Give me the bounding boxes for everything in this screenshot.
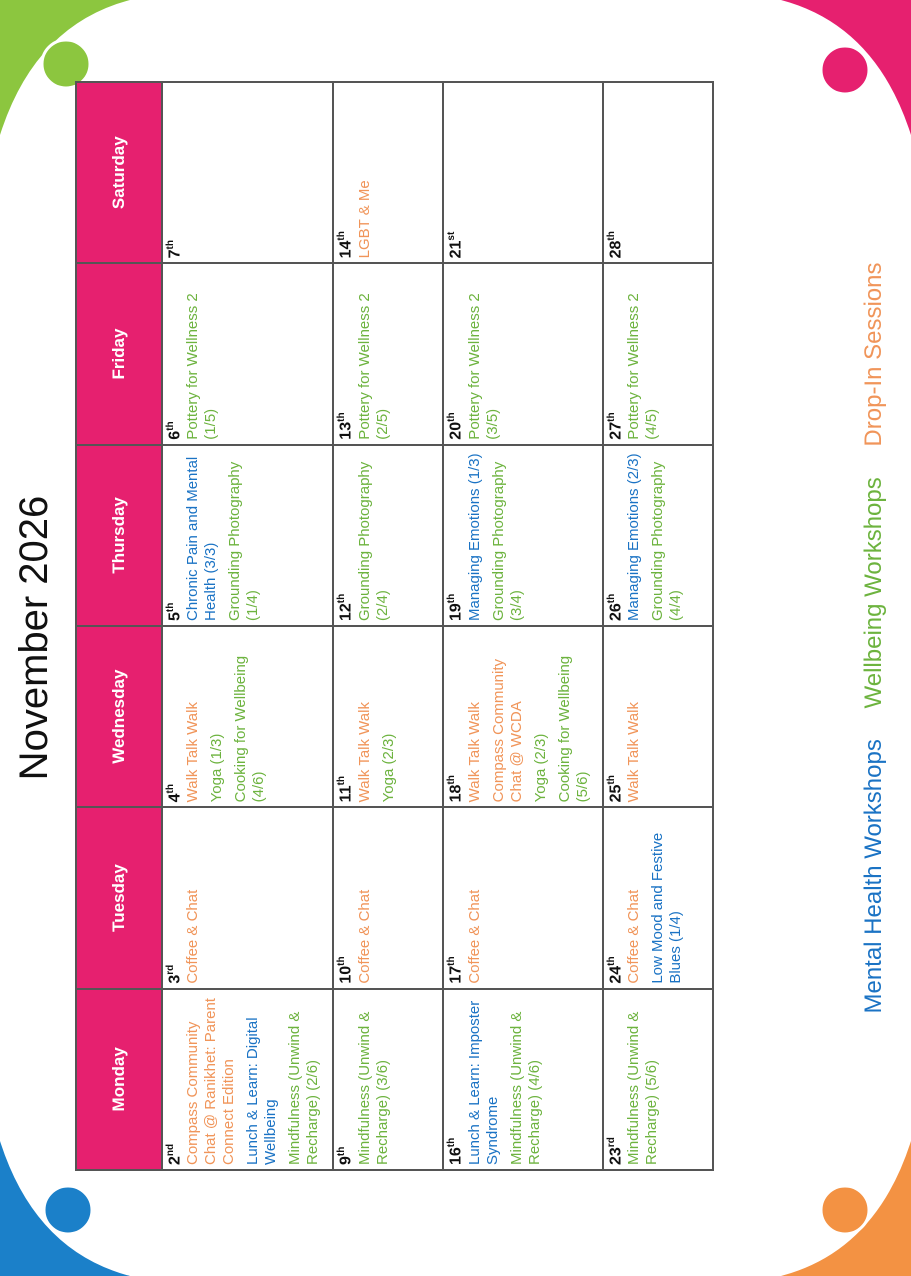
event-wellbeing: Grounding Photography (3/4)	[489, 461, 525, 622]
event-drop-in: Coffee & Chat	[465, 889, 483, 984]
event-wellbeing: Mindfulness (Unwind & Recharge) (2/6)	[286, 1011, 322, 1165]
event-drop-in: Coffee & Chat	[184, 889, 202, 984]
event-wellbeing: Yoga (2/3)	[379, 733, 397, 803]
event-wellbeing: Pottery for Wellness 2 (1/5)	[184, 293, 220, 440]
event-wellbeing: Yoga (1/3)	[208, 733, 226, 803]
day-number	[165, 812, 184, 983]
day-number	[336, 450, 355, 621]
day-number	[165, 87, 184, 258]
event-wellbeing: Cooking for Wellbeing (4/6)	[232, 655, 268, 803]
day-number	[606, 450, 625, 621]
event-drop-in: LGBT & Me	[355, 180, 373, 259]
week-row	[333, 82, 443, 1170]
event-wellbeing: Pottery for Wellness 2 (3/5)	[465, 293, 501, 440]
day-number-value: 2	[166, 1156, 184, 1165]
day-ordinal-suffix: th	[336, 593, 348, 604]
calendar-grid	[75, 81, 714, 1171]
calendar-body	[162, 82, 713, 1170]
event-mental-health: Chronic Pain and Mental Health (3/3)	[184, 456, 220, 622]
event-drop-in: Coffee & Chat	[355, 889, 373, 984]
day-number	[446, 87, 465, 258]
day-number	[446, 268, 465, 439]
day-ordinal-suffix: rd	[165, 964, 176, 975]
day-number-value: 14	[337, 240, 355, 259]
day-ordinal-suffix: th	[165, 421, 176, 431]
day-number-value: 3	[166, 974, 184, 984]
day-number	[606, 268, 625, 439]
day-number-value: 13	[337, 421, 355, 440]
day-cell	[443, 445, 602, 626]
day-cell	[603, 989, 713, 1170]
day-ordinal-suffix: th	[336, 956, 348, 966]
event-wellbeing: Grounding Photography (4/4)	[648, 461, 684, 622]
day-ordinal-suffix: th	[446, 1137, 458, 1148]
day-ordinal-suffix: th	[336, 775, 348, 786]
day-cell	[162, 82, 333, 263]
page-title: November 2026	[12, 495, 56, 781]
event-mental-health: Lunch & Learn: Imposter Syndrome	[465, 1000, 501, 1165]
day-cell	[603, 445, 713, 626]
event-wellbeing: Pottery for Wellness 2 (4/5)	[624, 293, 660, 440]
day-cell	[603, 263, 713, 444]
day-number	[606, 812, 625, 983]
day-number	[606, 631, 625, 802]
day-cell	[162, 807, 333, 988]
legend	[860, 0, 888, 1276]
day-cell	[443, 807, 602, 988]
legend-drop-in: Drop-In Sessions	[860, 262, 887, 447]
day-ordinal-suffix: th	[605, 775, 617, 785]
event-wellbeing: Grounding Photography (2/4)	[355, 461, 391, 622]
week-row	[603, 82, 713, 1170]
day-cell	[603, 807, 713, 988]
event-drop-in: Walk Talk Walk	[355, 702, 373, 803]
day-number	[336, 87, 355, 258]
day-cell	[333, 445, 443, 626]
event-mental-health: Lunch & Learn: Digital Wellbeing	[244, 1017, 280, 1165]
event-wellbeing: Grounding Photography (1/4)	[226, 461, 262, 622]
day-number-value: 9	[337, 1156, 355, 1165]
day-number-value: 28	[606, 240, 624, 259]
day-ordinal-suffix: nd	[165, 1143, 176, 1157]
day-number	[336, 812, 355, 983]
day-cell	[162, 445, 333, 626]
weekday-header-friday: Friday	[76, 263, 162, 444]
day-number-value: 7	[166, 249, 184, 259]
day-ordinal-suffix: th	[165, 602, 176, 613]
day-number	[336, 631, 355, 802]
event-wellbeing: Pottery for Wellness 2 (2/5)	[355, 293, 391, 440]
weekday-header-tuesday: Tuesday	[76, 807, 162, 988]
day-number	[165, 268, 184, 439]
day-number-value: 20	[447, 421, 465, 440]
day-number-value: 5	[166, 612, 184, 622]
week-row	[443, 82, 602, 1170]
day-cell	[333, 626, 443, 807]
week-row	[162, 82, 333, 1170]
day-ordinal-suffix: th	[605, 593, 617, 604]
day-cell	[603, 626, 713, 807]
day-cell	[443, 263, 602, 444]
day-ordinal-suffix: th	[605, 956, 617, 966]
day-cell	[333, 82, 443, 263]
event-drop-in: Coffee & Chat	[624, 889, 642, 984]
event-wellbeing: Mindfulness (Unwind & Recharge) (4/6)	[507, 1011, 543, 1165]
day-cell	[162, 989, 333, 1170]
day-cell	[443, 626, 602, 807]
day-cell	[603, 82, 713, 263]
event-drop-in: Compass Community Chat @ WCDA	[489, 658, 525, 803]
day-ordinal-suffix: th	[446, 775, 458, 785]
day-number	[336, 268, 355, 439]
day-number-value: 25	[606, 784, 624, 803]
day-number	[165, 994, 184, 1165]
weekday-header-wednesday: Wednesday	[76, 626, 162, 807]
day-number-value: 19	[447, 603, 465, 622]
legend-wellbeing: Wellbeing Workshops	[860, 477, 887, 709]
day-number	[165, 631, 184, 802]
event-mental-health: Managing Emotions (1/3)	[465, 453, 483, 622]
day-number	[336, 994, 355, 1165]
day-number-value: 4	[166, 793, 184, 803]
day-number	[446, 994, 465, 1165]
day-number-value: 26	[606, 603, 624, 622]
day-number-value: 27	[606, 421, 624, 440]
day-cell	[333, 989, 443, 1170]
day-number-value: 21	[447, 240, 465, 259]
day-ordinal-suffix: st	[446, 231, 458, 241]
weekday-header-thursday: Thursday	[76, 445, 162, 626]
weekday-header-saturday: Saturday	[76, 82, 162, 263]
day-ordinal-suffix: rd	[605, 1137, 617, 1148]
event-wellbeing: Cooking for Wellbeing (5/6)	[555, 655, 591, 803]
day-number-value: 10	[337, 965, 355, 984]
event-wellbeing: Mindfulness (Unwind & Recharge) (3/6)	[355, 1011, 391, 1165]
day-number-value: 16	[447, 1147, 465, 1165]
event-drop-in: Walk Talk Walk	[465, 702, 483, 803]
event-drop-in: Walk Talk Walk	[624, 702, 642, 803]
day-cell	[443, 82, 602, 263]
weekday-header-monday: Monday	[76, 989, 162, 1170]
day-cell	[162, 626, 333, 807]
day-ordinal-suffix: th	[446, 412, 458, 422]
day-cell	[333, 807, 443, 988]
day-ordinal-suffix: th	[605, 231, 617, 241]
day-number	[165, 450, 184, 621]
day-cell	[333, 263, 443, 444]
event-drop-in: Walk Talk Walk	[184, 702, 202, 803]
day-number	[446, 631, 465, 802]
day-ordinal-suffix: th	[336, 1146, 348, 1157]
day-number-value: 17	[447, 965, 465, 984]
day-ordinal-suffix: th	[336, 231, 348, 241]
day-number	[606, 87, 625, 258]
event-mental-health: Low Mood and Festive Blues (1/4)	[648, 832, 684, 984]
day-number-value: 11	[337, 785, 355, 803]
day-number-value: 23	[606, 1147, 624, 1165]
day-number-value: 6	[166, 430, 184, 440]
day-cell	[443, 989, 602, 1170]
day-number	[606, 994, 625, 1165]
day-number-value: 18	[447, 784, 465, 803]
event-wellbeing: Yoga (2/3)	[531, 733, 549, 803]
event-drop-in: Compass Community Chat @ Ranikhet: Parent Connect Edition	[184, 998, 238, 1165]
day-ordinal-suffix: th	[336, 412, 348, 422]
day-number-value: 12	[337, 603, 355, 622]
day-ordinal-suffix: th	[605, 412, 617, 422]
day-ordinal-suffix: th	[165, 783, 176, 794]
weekday-header-row	[76, 82, 162, 1170]
event-mental-health: Managing Emotions (2/3)	[624, 453, 642, 622]
day-number	[446, 812, 465, 983]
day-ordinal-suffix: th	[446, 956, 458, 966]
day-cell	[162, 263, 333, 444]
day-number-value: 24	[606, 965, 624, 984]
day-number	[446, 450, 465, 621]
day-ordinal-suffix: th	[446, 593, 458, 604]
legend-mental-health: Mental Health Workshops	[860, 739, 887, 1014]
day-ordinal-suffix: th	[165, 240, 176, 250]
event-wellbeing: Mindfulness (Unwind & Recharge) (5/6)	[624, 1011, 660, 1165]
